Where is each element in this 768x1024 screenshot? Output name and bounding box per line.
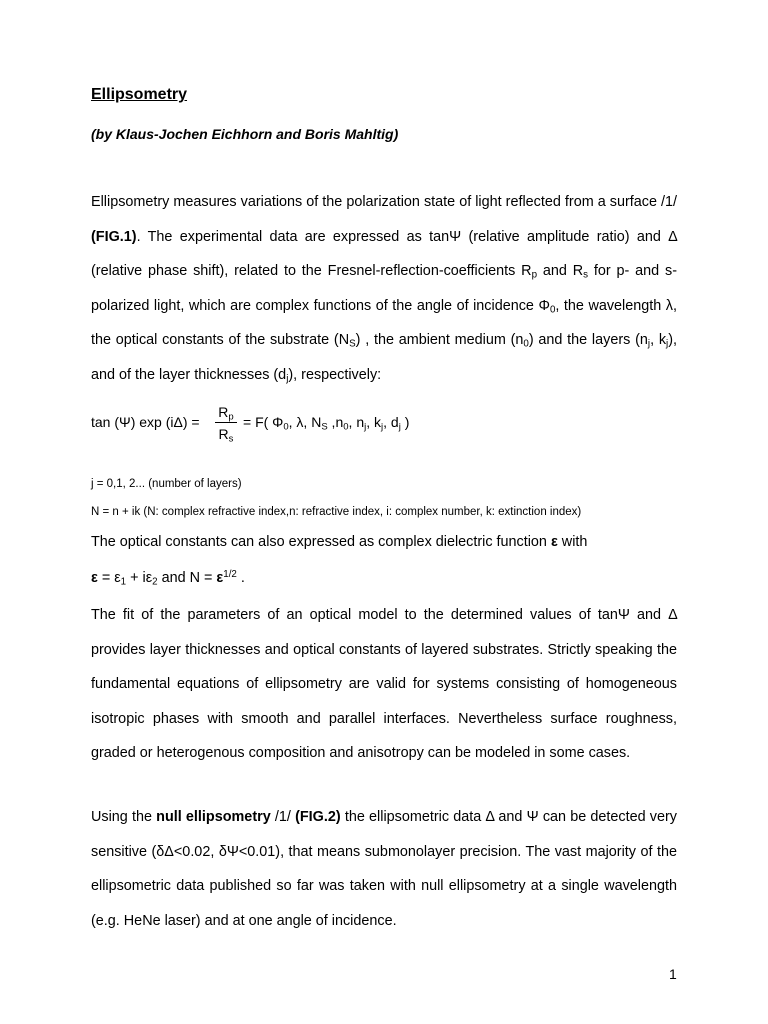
layers-note: j = 0,1, 2... (number of layers)	[91, 478, 242, 490]
equation-lhs: tan (Ψ) exp (iΔ) =	[91, 414, 200, 430]
document-title: Ellipsometry	[91, 86, 188, 103]
dielectric-equation: $\varepsilon = \varepsilon_1 + i\varepsilon_2$ and $N = \varepsilon^{1/2}$ .	[91, 569, 245, 588]
refractive-index-note: N = n + ik (N: complex refractive index,n: refractive index, i: complex number, k: extinction index)	[91, 506, 582, 518]
fraction-denominator: $R_s$	[218, 426, 234, 445]
null-ellipsometry-term: null ellipsometry	[156, 809, 271, 825]
ellipsometry-equation	[91, 402, 677, 446]
equation-rhs: = F( $\Phi_0$, λ, $N_S$ $,n_0$, $n_j$, $k_j$, $d_j$ )	[243, 414, 410, 433]
intro-paragraph: Ellipsometry measures variations of the polarization state of light reflected from a surface /1/ (FIG.1). The experimental data are expressed as tanΨ (relative amplitude ratio) and Δ (relative phase shift), related to the Fresnel-reflection-coefficients $R_p$ and $R_s$ for p- and s- polarized light, which are complex functions of the angle of incidence $\Phi_0$, the wavelength λ, the optical constants of the substrate $(N_S)$ , the ambient medium $(n_0)$ and the layers ($n_j$, $k_j$), and of the layer thicknesses $(d_j)$, respectively:	[91, 194, 677, 385]
fig1-reference: (FIG.1)	[91, 228, 137, 245]
dielectric-intro-line: The optical constants can also expressed as complex dielectric function ε with	[91, 534, 588, 550]
page-number: 1	[669, 966, 677, 982]
fraction-numerator: $R_p$	[218, 404, 234, 423]
authors-line: (by Klaus-Jochen Eichhorn and Boris Mahltig)	[91, 126, 399, 142]
fit-paragraph: The fit of the parameters of an optical model to the determined values of tanΨ and Δ provides layer thicknesses and optical constants of layered substrates. Strictly speaking the fundamental equations of ellipsometry are valid for systems consisting of homogeneous isotropic phases with smooth and parallel interfaces. Nevertheless surface roughness, graded or heterogenous composition and anisotropy can be modeled in some cases.	[91, 607, 677, 762]
null-ellipsometry-paragraph: Using the null ellipsometry /1/ (FIG.2) the ellipsometric data Δ and Ψ can be detected very sensitive (δΔ<0.02, δΨ<0.01), that means submonolayer precision. The vast majority of the ellipsometric data published so far was taken with null ellipsometry at a single wavelength (e.g. HeNe laser) and at one angle of incidence.	[91, 809, 677, 929]
reflection-ratio-fraction	[215, 402, 237, 443]
fig2-reference: (FIG.2)	[295, 809, 341, 825]
